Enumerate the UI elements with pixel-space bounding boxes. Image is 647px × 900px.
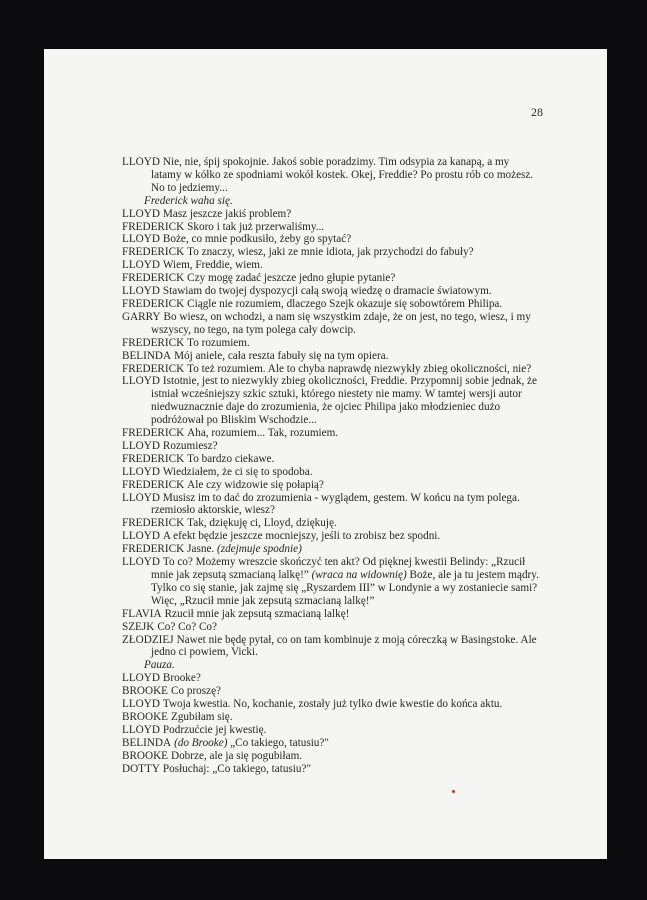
speaker-name: FREDERICK [122, 427, 185, 440]
stage-direction: Pauza. [144, 659, 175, 672]
dialogue-line [122, 685, 542, 698]
dialogue-line [122, 492, 542, 518]
dialogue-line [122, 479, 542, 492]
dialogue-text: Twoja kwestia. No, kochanie, zostały już tylko dwie kwestie do końca aktu. [162, 698, 503, 711]
dialogue-text: Co? Co? Co? [157, 620, 217, 633]
speaker-name: FREDERICK [122, 246, 185, 259]
speaker-name: FLAVIA [122, 607, 162, 620]
dialogue-line [122, 272, 542, 285]
dialogue-text: Ale czy widzowie się połapią? [187, 478, 324, 491]
speaker-name: FREDERICK [122, 272, 185, 285]
speaker-name: GARRY [122, 310, 161, 323]
speaker-name: LLOYD [122, 439, 160, 452]
speaker-name: LLOYD [122, 672, 160, 685]
stage-parenthetical: (zdejmuje spodnie) [217, 543, 302, 556]
stage-parenthetical: (wraca na widownię) [311, 569, 407, 581]
dialogue-text: Musisz im to dać do zrozumienia - wyglądem, gestem. W końcu na tym polega. rzemiosło aktorskie, wiesz? [151, 491, 520, 517]
dialogue-text: Rozumiesz? [162, 439, 218, 452]
dialogue-text: To znaczy, wiesz, jaki ze mnie idiota, jak przychodzi do fabuły? [187, 246, 474, 259]
dialogue-text: A efekt będzie jeszcze mocniejszy, jeśli to zrobisz bez spodni. [162, 530, 441, 543]
dialogue-line [122, 466, 542, 479]
dialogue-text: Brooke? [162, 672, 201, 685]
dialogue-line [122, 233, 542, 246]
speaker-name: FREDERICK [122, 452, 185, 465]
dialogue-text: Tak, dziękuję ci, Lloyd, dziękuję. [187, 517, 337, 530]
speaker-name: BROOKE [122, 685, 168, 698]
speaker-name: FREDERICK [122, 336, 185, 349]
dialogue-line [122, 711, 542, 724]
speaker-name: LLOYD [122, 465, 160, 478]
speaker-name: LLOYD [122, 723, 160, 736]
speaker-name: FREDERICK [122, 220, 185, 233]
speaker-name: LLOYD [122, 259, 160, 272]
speaker-name: SZEJK [122, 620, 155, 633]
dialogue-text: Podrzućcie jej kwestię. [162, 723, 267, 736]
dialogue-text: Masz jeszcze jakiś problem? [162, 207, 292, 220]
page-number: 28 [531, 105, 543, 119]
dialogue-line [122, 517, 542, 530]
dialogue-line [122, 737, 542, 750]
speaker-name: LLOYD [122, 207, 160, 220]
dialogue-line [122, 543, 542, 556]
speaker-name: LLOYD [122, 375, 160, 388]
dialogue-text-continued: Boże, ale ja tu jestem mądry. Tylko co się stanie, jak zajmę się „Ryszardem III” w Londynie a wy zostaniecie sami? Więc, „Rzucił mnie jak zepsutą szmacianą lalkę!” [151, 569, 539, 607]
dialogue-line [122, 621, 542, 634]
dialogue-line [122, 750, 542, 763]
dialogue-text: Dobrze, ale ja się pogubiłam. [171, 749, 303, 762]
speaker-name: FREDERICK [122, 362, 185, 375]
speaker-name: BROOKE [122, 749, 168, 762]
speaker-name: LLOYD [122, 530, 160, 543]
speaker-name: BROOKE [122, 710, 168, 723]
speaker-name: LLOYD [122, 556, 160, 569]
stage-parenthetical: (do Brooke) [174, 736, 228, 749]
dialogue-text: Czy mogę zadać jeszcze jedno głupie pytanie? [187, 272, 396, 285]
dialogue-line [122, 427, 542, 440]
dialogue-text: Wiedziałem, że ci się to spodoba. [162, 465, 313, 478]
dialogue-line [122, 337, 542, 350]
dialogue-text: Istotnie, jest to niezwykły zbieg okoliczności, Freddie. Przypomnij sobie jednak, że istniał wcześniejszy szkic sztuki, którego niestety nie mamy. W tamtej wersji autor niedwuznacznie daje do zrozumienia, że ojciec Philipa jako młodzieniec dużo podróżował po Bliskim Wschodzie... [151, 375, 537, 427]
dialogue-text: Nie, nie, śpij spokojnie. Jakoś sobie poradzimy. Tim odsypia za kanapą, a my latamy w kółko ze spodniami wokół kostek. Okej, Freddie? Po prostu rób co możesz. No to jedziemy... [151, 156, 534, 194]
dialogue-text: Wiem, Freddie, wiem. [162, 259, 263, 272]
dialogue-text: Skoro i tak już przerwaliśmy... [187, 220, 325, 233]
dialogue-line [122, 246, 542, 259]
stage-direction: Frederick waha się. [144, 194, 233, 207]
dialogue-line [122, 530, 542, 543]
dialogue-line [122, 363, 542, 376]
dialogue-text: „Co takiego, tatusiu?" [230, 736, 329, 749]
dialogue-line [122, 763, 542, 776]
dialogue-line [122, 440, 542, 453]
speaker-name: BELINDA [122, 349, 172, 362]
speaker-name: LLOYD [122, 233, 160, 246]
speaker-name: LLOYD [122, 491, 160, 504]
script-text [122, 156, 542, 776]
speaker-name: LLOYD [122, 156, 160, 168]
dialogue-line [122, 221, 542, 234]
dialogue-text: Jasne. [187, 543, 215, 556]
speaker-name: LLOYD [122, 698, 160, 711]
dialogue-text: Rzucił mnie jak zepsutą szmacianą lalkę! [164, 607, 350, 620]
dialogue-text: To bardzo ciekawe. [187, 452, 275, 465]
dialogue-line [122, 698, 542, 711]
dialogue-line [122, 298, 542, 311]
dialogue-text: Co proszę? [171, 685, 222, 698]
dialogue-line [122, 375, 542, 427]
dialogue-line [122, 634, 542, 660]
dialogue-line [122, 453, 542, 466]
dialogue-line [122, 311, 542, 337]
dialogue-text: To rozumiem. [187, 336, 250, 349]
dialogue-text: Bo wiesz, on wchodzi, a nam się wszystkim zdaje, że on jest, no tego, wiesz, i my wszyscy, no tego, na tym polega cały dowcip. [151, 310, 531, 336]
dialogue-line [122, 208, 542, 221]
speaker-name: DOTTY [122, 762, 160, 775]
dialogue-line [122, 672, 542, 685]
dialogue-text: Mój aniele, cała reszta fabuły się na tym opiera. [174, 349, 389, 362]
speaker-name: LLOYD [122, 285, 160, 298]
dialogue-text: Zgubiłam się. [171, 710, 233, 723]
dialogue-line [122, 350, 542, 363]
speaker-name: FREDERICK [122, 478, 185, 491]
dialogue-text: Stawiam do twojej dyspozycji całą swoją wiedzę o dramacie światowym. [162, 285, 492, 298]
speaker-name: ZŁODZIEJ [122, 633, 174, 646]
dialogue-line [122, 724, 542, 737]
speaker-name: BELINDA [122, 736, 172, 749]
speaker-name: FREDERICK [122, 297, 185, 310]
dialogue-text: Aha, rozumiem... Tak, rozumiem. [187, 427, 339, 440]
dialogue-line [122, 556, 542, 608]
speaker-name: FREDERICK [122, 517, 185, 530]
dialogue-text: Nawet nie będę pytał, co on tam kombinuje z moją córeczką w Basingstoke. Ale jedno ci powiem, Vicki. [151, 633, 537, 659]
dialogue-line [122, 285, 542, 298]
red-dot-mark [452, 790, 455, 793]
speaker-name: FREDERICK [122, 543, 185, 556]
dialogue-line [122, 156, 542, 195]
dialogue-line [122, 608, 542, 621]
dialogue-line [122, 259, 542, 272]
dialogue-text: To co? Możemy wreszcie skończyć ten akt? Od pięknej kwestii Belindy: „Rzucił mnie jak zepsutą szmacianą lalkę!” [151, 556, 526, 581]
dialogue-text: To też rozumiem. Ale to chyba naprawdę niezwykły zbieg okoliczności, nie? [187, 362, 532, 375]
dialogue-text: Boże, co mnie podkusiło, żeby go spytać? [162, 233, 352, 246]
dialogue-text: Posłuchaj: „Co takiego, tatusiu?" [162, 762, 312, 775]
dialogue-text: Ciągle nie rozumiem, dlaczego Szejk okazuje się sobowtórem Philipa. [187, 297, 503, 310]
